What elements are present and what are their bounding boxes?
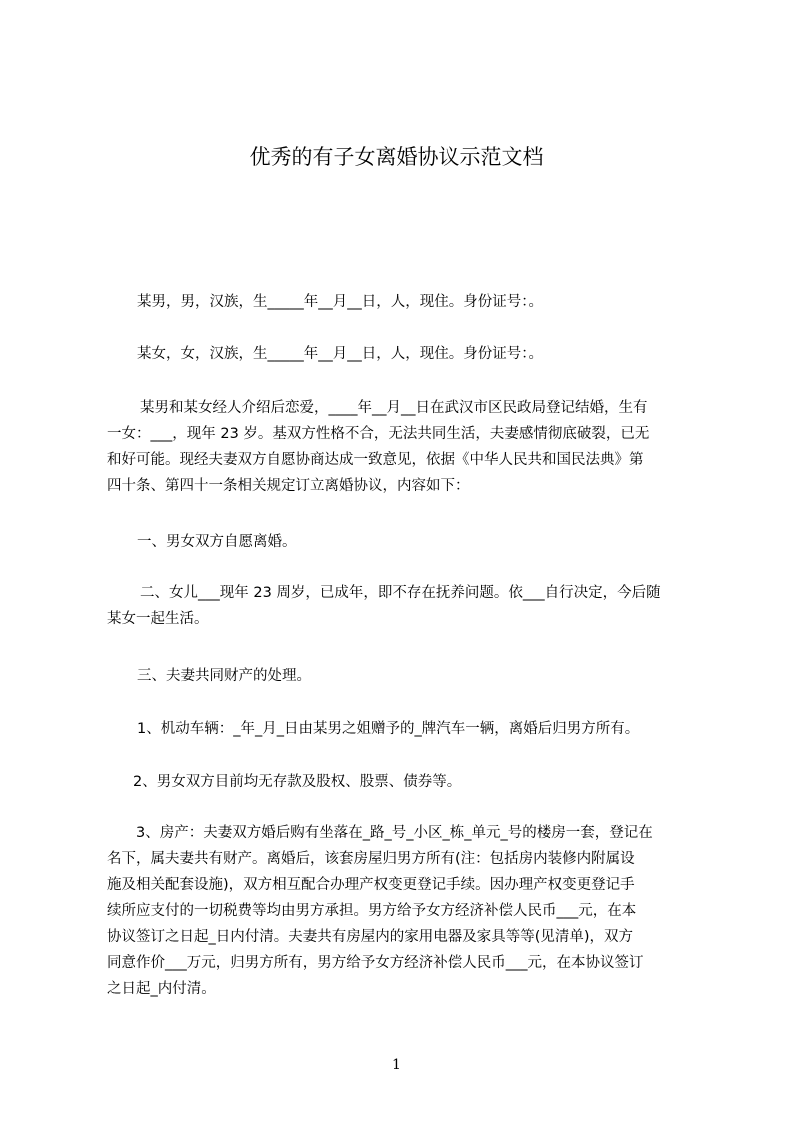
item-3-line: 同意作价___万元，归男方所有，男方给予女方经济补偿人民币___元，在本协议签订: [107, 955, 644, 971]
intro-line: 和好可能。现经夫妻双方自愿协商达成一致意见，依据《中华人民共和国民法典》第: [107, 452, 644, 468]
document-title: 优秀的有子女离婚协议示范文档: [249, 145, 544, 169]
item-3-paragraph: [107, 820, 653, 1002]
clause-1-paragraph: 一、男女双方自愿离婚。: [137, 534, 297, 550]
party-female-paragraph: 某女，女，汉族，生_____年__月__日，人，现住。身份证号：。: [137, 346, 543, 362]
intro-line: 四十条、第四十一条相关规定订立离婚协议，内容如下：: [107, 478, 470, 494]
item-3-line: 之日起_内付清。: [107, 981, 216, 997]
clause-3-heading: 三、夫妻共同财产的处理。: [137, 668, 311, 684]
item-2-paragraph: 2、男女双方目前均无存款及股权、股票、债券等。: [133, 774, 462, 790]
intro-line: 某男和某女经人介绍后恋爱，____年__月__日在武汉市区民政局登记结婚，生有: [140, 400, 648, 416]
item-3-line: 3、房产：夫妻双方婚后购有坐落在_路_号_小区_栋_单元_号的楼房一套，登记在: [136, 825, 653, 841]
page-number: 1: [392, 1057, 401, 1073]
item-3-line: 协议签订之日起_日内付清。夫妻共有房屋内的家用电器及家具等等(见清单)，双方: [107, 929, 634, 945]
item-3-line: 施及相关配套设施)，双方相互配合办理产权变更登记手续。因办理产权变更登记手: [107, 877, 635, 893]
clause-2-line: 二、女儿___现年 23 周岁，已成年，即不存在抚养问题。依___自行决定，今后随: [140, 585, 661, 601]
intro-paragraph: [107, 395, 649, 499]
intro-line: 一女：___，现年 23 岁。基双方性格不合，无法共同生活，夫妻感情彻底破裂，已无: [107, 426, 650, 442]
item-3-line: 续所应支付的一切税费等均由男方承担。男方给予女方经济补偿人民币___元，在本: [107, 903, 637, 919]
item-1-paragraph: 1、机动车辆：_年_月_日由某男之姐赠予的_牌汽车一辆，离婚后归男方所有。: [137, 721, 640, 737]
clause-2-line: 某女一起生活。: [107, 611, 209, 627]
item-3-line: 名下，属夫妻共有财产。离婚后，该套房屋归男方所有(注：包括房内装修内附属设: [107, 851, 635, 867]
party-male-paragraph: 某男，男，汉族，生_____年__月__日，人，现住。身份证号：。: [137, 294, 543, 310]
clause-2-paragraph: [107, 580, 661, 632]
